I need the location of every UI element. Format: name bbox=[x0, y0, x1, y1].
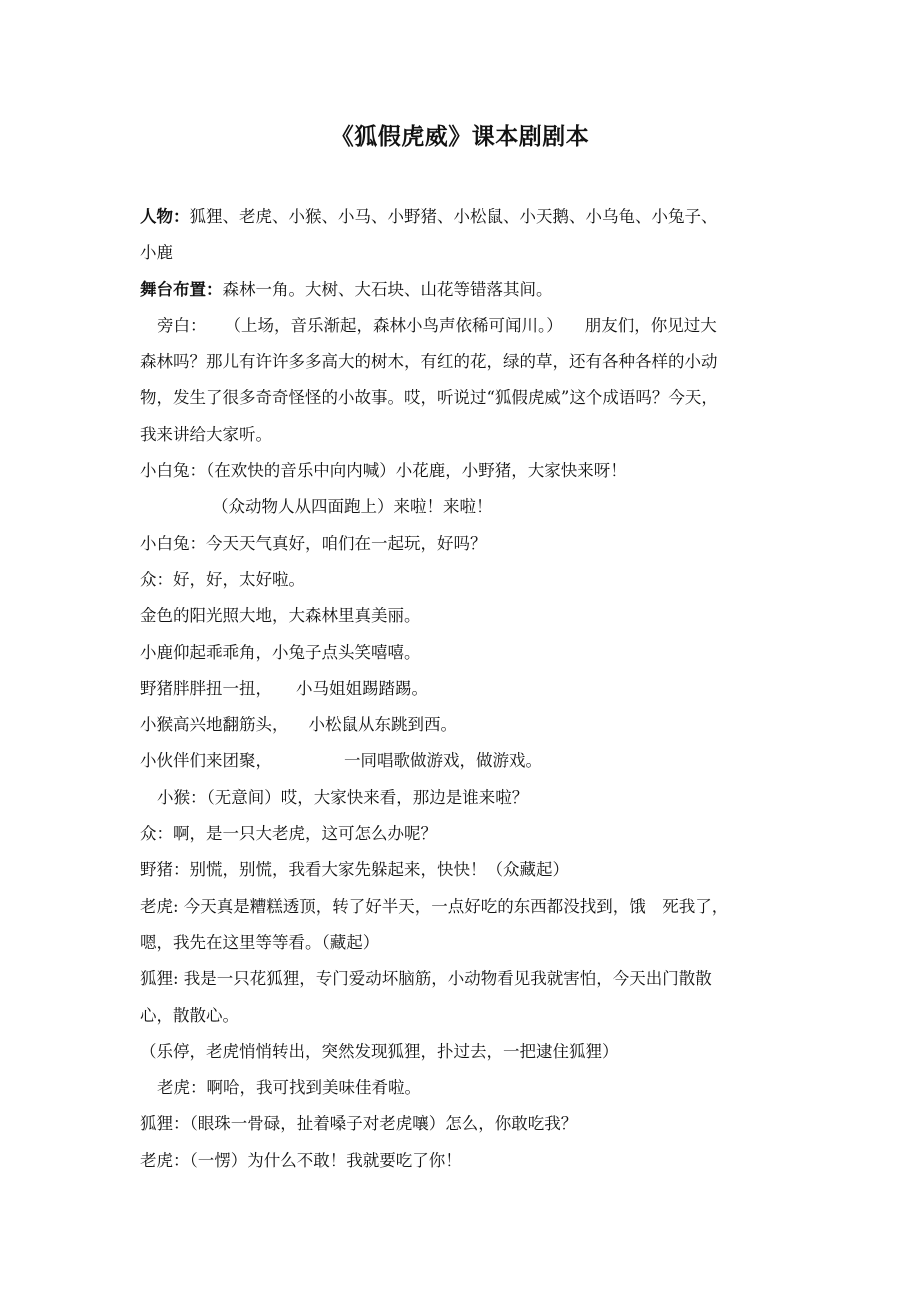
dialogue-line: 老虎: 今天真是糟糕透顶，转了好半天，一点好吃的东西都没找到，饿 死我了， bbox=[140, 896, 729, 916]
song-line-part-b: 小马姐姐踢踏踢。 bbox=[296, 678, 428, 698]
song-line bbox=[140, 743, 782, 779]
narration-line bbox=[140, 308, 782, 344]
song-line bbox=[140, 671, 782, 707]
stage-direction-line: （众动物人从四面跑上）来啦！来啦！ bbox=[212, 497, 493, 517]
stage-direction-line: （乐停，老虎悄悄转出，突然发现狐狸，扑过去，一把逮住狐狸） bbox=[140, 1041, 619, 1061]
song-line-part-a: 小伙伴们来团聚， bbox=[140, 751, 272, 771]
song-line-part-b: 小松鼠从东跳到西。 bbox=[308, 715, 457, 735]
song-line-part-a: 野猪胖胖扭一扭， bbox=[140, 678, 272, 698]
characters-line-continued: 小鹿 bbox=[140, 243, 173, 263]
narration-line-4: 我来讲给大家听。 bbox=[140, 424, 272, 444]
page-title: 《狐假虎威》课本剧剧本 bbox=[330, 124, 590, 150]
narration-line-3: 物，发生了很多奇奇怪怪的小故事。哎，听说过“狐假虎威”这个成语吗？今天， bbox=[140, 388, 718, 408]
stage-setting-text: 森林一角。大树、大石块、山花等错落其间。 bbox=[222, 279, 553, 299]
dialogue-line: 野猪：别慌，别慌，我看大家先躲起来，快快！（众藏起） bbox=[140, 860, 569, 880]
song-line-part-b: 一同唱歌做游戏，做游戏。 bbox=[344, 751, 542, 771]
characters-label: 人物： bbox=[140, 207, 190, 226]
dialogue-line: 狐狸：（眼珠一骨碌，扯着嗓子对老虎嚷）怎么，你敢吃我？ bbox=[140, 1114, 578, 1134]
script-body bbox=[140, 199, 782, 1179]
narration-direction: （上场，音乐渐起，森林小鸟声依稀可闻川。） bbox=[224, 315, 563, 335]
dialogue-line: 狐狸: 我是一只花狐狸，专门爱动坏脑筋，小动物看见我就害怕，今天出门散散 bbox=[140, 969, 712, 989]
song-line: 小鹿仰起乖乖角，小兔子点头笑嘻嘻。 bbox=[140, 642, 421, 662]
dialogue-line: 老虎：啊哈，我可找到美味佳肴啦。 bbox=[157, 1078, 421, 1098]
dialogue-line-continued: 嗯，我先在这里等等看。（藏起） bbox=[140, 932, 380, 952]
song-line: 金色的阳光照大地，大森林里真美丽。 bbox=[140, 606, 421, 626]
dialogue-line-continued: 心，散散心。 bbox=[140, 1005, 239, 1025]
stage-setting-line bbox=[140, 272, 782, 308]
stage-setting-label: 舞台布置： bbox=[140, 279, 223, 299]
narration-text: 朋友们，你见过大 bbox=[584, 315, 717, 335]
narration-speaker: 旁白： bbox=[157, 315, 207, 335]
dialogue-line: 小白兔：（在欢快的音乐中向内喊）小花鹿，小野猪，大家快来呀！ bbox=[140, 461, 627, 481]
dialogue-line: 小白兔：今天天气真好，咱们在一起玩，好吗？ bbox=[140, 533, 487, 553]
dialogue-line: 老虎：（一愣）为什么不敢！我就要吃了你！ bbox=[140, 1150, 462, 1170]
dialogue-line: 众：啊，是一只大老虎，这可怎么办呢？ bbox=[140, 824, 437, 844]
dialogue-line: 众：好，好，太好啦。 bbox=[140, 569, 305, 589]
characters-line bbox=[140, 199, 782, 235]
narration-line-2: 森林吗？那儿有许许多多高大的树木，有红的花，绿的草，还有各种各样的小动 bbox=[140, 352, 718, 372]
song-line bbox=[140, 707, 782, 743]
characters-list: 狐狸、老虎、小猴、小马、小野猪、小松鼠、小天鹅、小乌龟、小兔子、 bbox=[189, 207, 718, 226]
song-line-part-a: 小猴高兴地翻筋头， bbox=[140, 715, 289, 735]
dialogue-line: 小猴：（无意间）哎，大家快来看，那边是谁来啦？ bbox=[157, 787, 529, 807]
